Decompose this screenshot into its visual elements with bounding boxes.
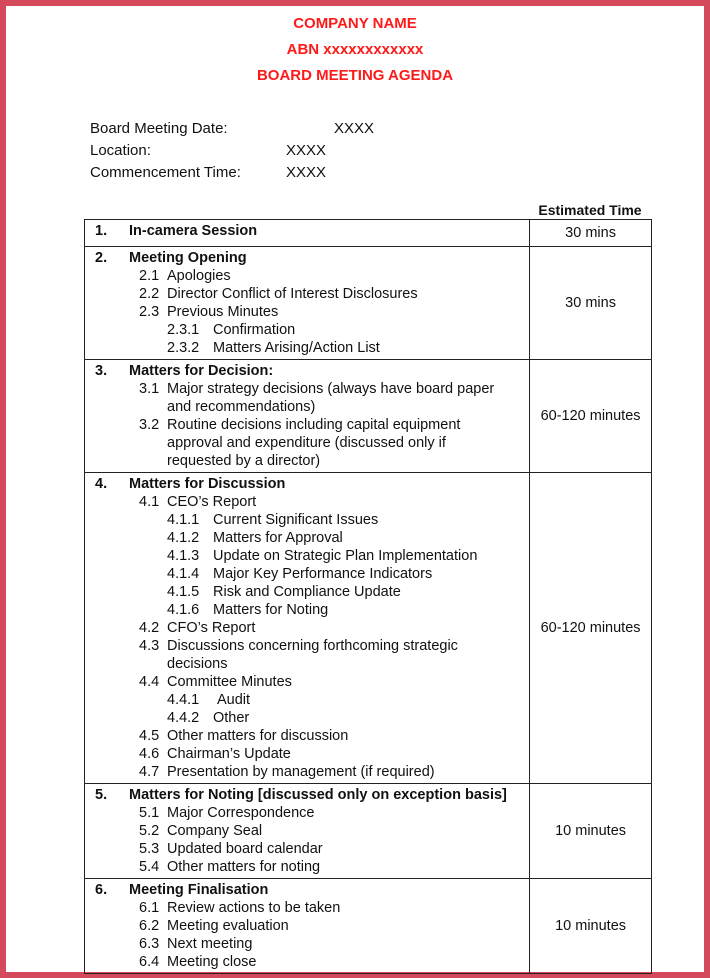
list-item: 4.6 Chairman’s Update [139,746,291,762]
list-item: 5.4 Other matters for noting [139,859,321,875]
agenda-table [84,219,652,974]
section-number: 4. [95,476,108,492]
meeting-date-label: Board Meeting Date: [90,120,228,137]
list-item: 4.1.6 Matters for Noting [167,602,329,618]
list-item-continuation: requested by a director) [167,453,321,469]
location-row [90,140,327,162]
section-time: 60-120 minutes [530,473,652,784]
list-item: 5.1 Major Correspondence [139,805,315,821]
list-item: 4.4 Committee Minutes [139,674,292,690]
list-item: 3.2 Routine decisions including capital equipment [139,417,461,433]
list-item: 6.3 Next meeting [139,936,253,952]
agenda-section [85,360,530,473]
company-name: COMPANY NAME [293,15,417,32]
list-item: 5.2 Company Seal [139,823,263,839]
section-time: 60-120 minutes [530,360,652,473]
list-item: 6.2 Meeting evaluation [139,918,289,934]
section-title: Matters for Decision: [129,363,274,379]
list-item: 2.2 Director Conflict of Interest Disclosures [139,286,418,302]
table-row [85,879,652,974]
table-row [85,220,652,247]
list-item: 4.3 Discussions concerning forthcoming strategic [139,638,458,654]
section-time: 10 minutes [530,784,652,879]
section-time: 10 minutes [530,879,652,974]
meeting-date-value: XXXX [334,120,375,137]
list-item-continuation: approval and expenditure (discussed only if [167,435,446,451]
list-item: 4.5 Other matters for discussion [139,728,349,744]
list-item: 4.7 Presentation by management (if required) [139,764,435,780]
agenda-section [85,247,530,360]
section-title: Meeting Opening [129,250,247,266]
list-item: 4.4.1 Audit [167,692,251,708]
agenda-section [85,473,530,784]
commencement-value: XXXX [286,164,327,181]
section-number: 1. [95,223,108,239]
section-time: 30 mins [530,247,652,360]
list-item: 4.2 CFO’s Report [139,620,256,636]
agenda-section [85,784,530,879]
list-item: 2.3.1 Confirmation [167,322,296,338]
list-item-continuation: decisions [167,656,228,672]
agenda-title: BOARD MEETING AGENDA [256,67,454,84]
list-item: 4.4.2 Other [167,710,250,726]
section-title: Matters for Noting [discussed only on exception basis] [129,787,507,803]
list-item: 6.1 Review actions to be taken [139,900,341,916]
section-number: 2. [95,250,108,266]
table-row [85,473,652,784]
location-label: Location: [90,142,151,159]
table-row [85,784,652,879]
list-item: 6.4 Meeting close [139,954,257,970]
list-item: 4.1.3 Update on Strategic Plan Implementation [167,548,478,564]
list-item-continuation: and recommendations) [167,399,316,415]
agenda-section [85,879,530,974]
section-title: In-camera Session [129,223,258,239]
commencement-label: Commencement Time: [90,164,241,181]
section-number: 5. [95,787,108,803]
list-item: 3.1 Major strategy decisions (always have board paper [139,381,495,397]
section-number: 6. [95,882,108,898]
list-item: 5.3 Updated board calendar [139,841,323,857]
list-item: 2.3 Previous Minutes [139,304,279,320]
meeting-date-row [90,118,375,140]
agenda-section [85,220,530,247]
section-title: Matters for Discussion [129,476,286,492]
section-time: 30 mins [530,220,652,247]
commencement-row [90,162,327,184]
location-value: XXXX [286,142,327,159]
list-item: 4.1.2 Matters for Approval [167,530,343,546]
list-item: 4.1.1 Current Significant Issues [167,512,379,528]
table-row [85,360,652,473]
estimated-time-header: Estimated Time [538,202,642,218]
list-item: 2.3.2 Matters Arising/Action List [167,340,380,356]
list-item: 2.1 Apologies [139,268,231,284]
table-row [85,247,652,360]
abn-line: ABN xxxxxxxxxxxx [286,41,424,58]
section-number: 3. [95,363,108,379]
section-title: Meeting Finalisation [129,882,269,898]
list-item: 4.1.4 Major Key Performance Indicators [167,566,433,582]
list-item: 4.1 CEO’s Report [139,494,257,510]
list-item: 4.1.5 Risk and Compliance Update [167,584,401,600]
